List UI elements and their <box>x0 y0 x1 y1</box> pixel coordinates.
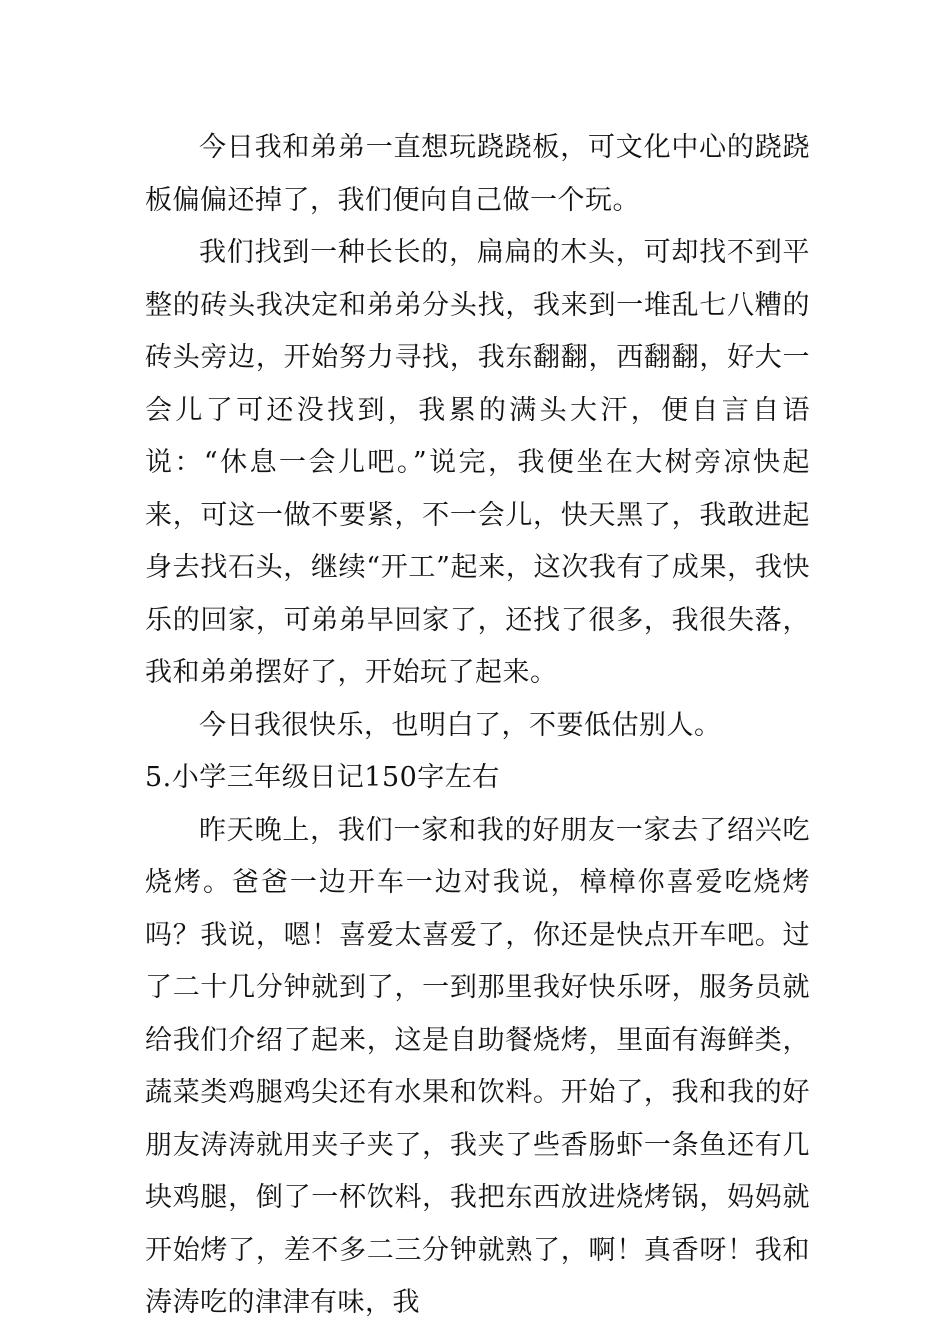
section-heading: 5.小学三年级日记150字左右 <box>145 762 500 793</box>
paragraph-2: 我们找到一种长长的，扁扁的木头，可却找不到平整的砖头我决定和弟弟分头找，我来到一堆乱七八糟的砖头旁边，开始努力寻找，我东翻翻，西翻翻，好大一会儿了可还没找到，我累的满头大汗，便自言自语说：“休息一会儿吧。”说完，我便坐在大树旁凉快起来，可这一做不要紧，不一会儿，快天黑了，我敢进起身去找石头，继续“开工”起来，这次我有了成果，我快乐的回家，可弟弟早回家了，还找了很多，我很失落，我和弟弟摆好了，开始玩了起来。 <box>145 237 810 688</box>
document-body <box>145 122 810 1330</box>
paragraph-3: 今日我很快乐，也明白了，不要低估别人。 <box>199 709 722 741</box>
section-paragraph: 昨天晚上，我们一家和我的好朋友一家去了绍兴吃烧烤。爸爸一边开车一边对我说，樟樟你喜爱吃烧烤吗？我说，嗯！喜爱太喜爱了，你还是快点开车吧。过了二十几分钟就到了，一到那里我好快乐呀，服务员就给我们介绍了起来，这是自助餐烧烤，里面有海鲜类，蔬菜类鸡腿鸡尖还有水果和饮料。开始了，我和我的好朋友涛涛就用夹子夹了，我夹了些香肠虾一条鱼还有几块鸡腿，倒了一杯饮料，我把东西放进烧烤锅，妈妈就开始烤了，差不多二三分钟就熟了，啊！真香呀！我和涛涛吃的津津有味，我 <box>145 814 810 1318</box>
paragraph-1: 今日我和弟弟一直想玩跷跷板，可文化中心的跷跷板偏偏还掉了，我们便向自己做一个玩。 <box>145 132 810 216</box>
